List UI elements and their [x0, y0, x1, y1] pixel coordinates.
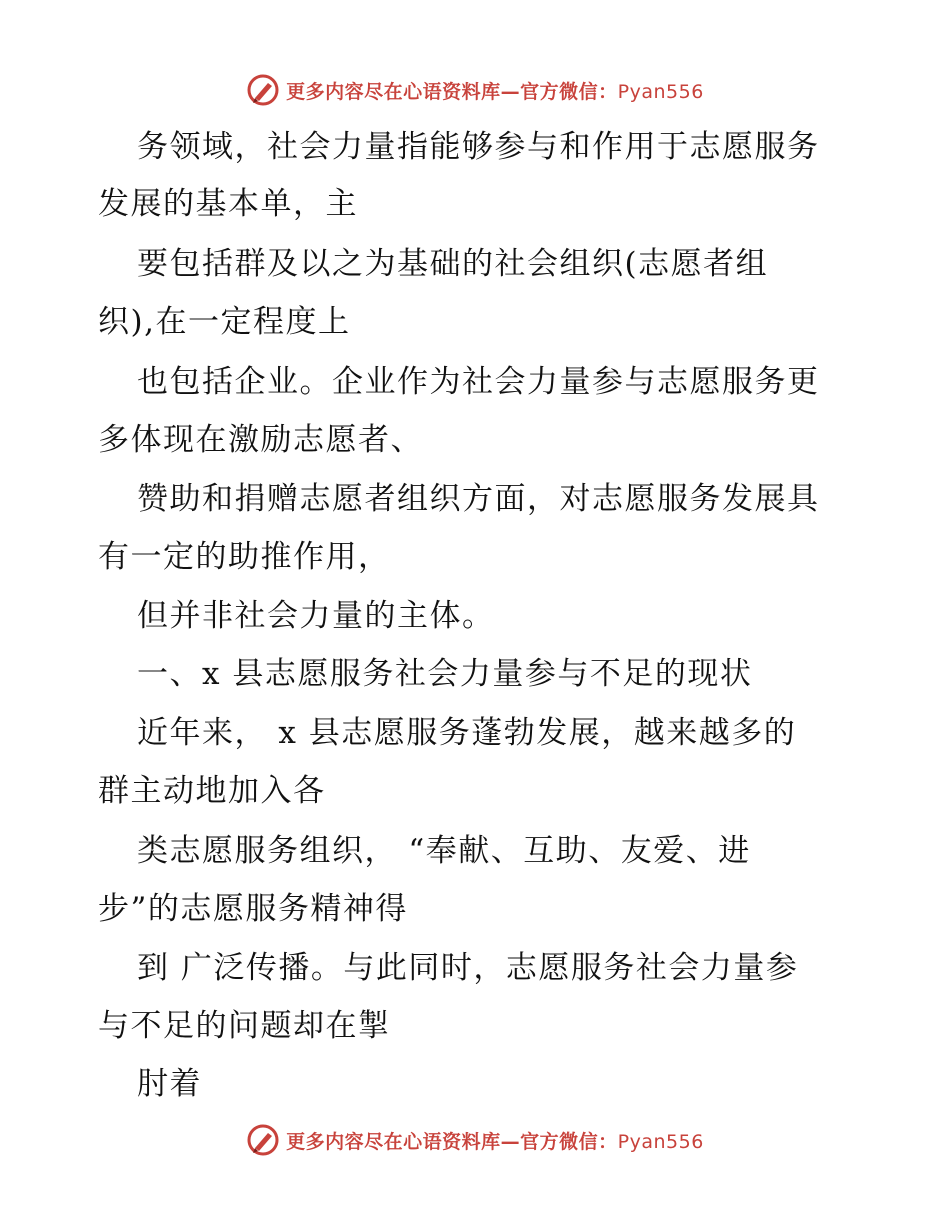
text-line: 赞助和捐赠志愿者组织方面，对志愿服务发展具 — [137, 481, 820, 517]
text-line: 与不足的问题却在掣 — [98, 1008, 391, 1044]
text-line: 发展的基本单，主 — [98, 186, 358, 222]
text-line: 织),在一定程度上 — [98, 304, 351, 340]
text-line: 要包括群及以之为基础的社会组织(志愿者组 — [137, 246, 769, 282]
section-heading: 一、x 县志愿服务社会力量参与不足的现状 — [137, 656, 753, 692]
text-line: 多体现在激励志愿者、 — [98, 422, 423, 458]
watermark-text: 更多内容尽在心语资料库—官方微信：Pyan556 — [286, 1130, 704, 1153]
text-line: 但并非社会力量的主体。 — [137, 598, 495, 634]
text-line: 群主动地加入各 — [98, 773, 326, 809]
text-line: 步”的志愿服务精神得 — [98, 891, 408, 927]
watermark-text: 更多内容尽在心语资料库—官方微信：Pyan556 — [286, 80, 704, 103]
text-line: 到 广泛传播。与此同时，志愿服务社会力量参 — [137, 950, 799, 986]
text-line: 类志愿服务组织， “奉献、互助、友爱、进 — [137, 833, 751, 869]
text-line: 也包括企业。企业作为社会力量参与志愿服务更 — [137, 364, 820, 400]
pen-logo-icon — [246, 1123, 280, 1157]
text-line: 务领域，社会力量指能够参与和作用于志愿服务 — [137, 129, 820, 165]
text-line: 近年来， x 县志愿服务蓬勃发展，越来越多的 — [137, 715, 797, 751]
watermark-banner-bottom — [0, 1120, 950, 1160]
text-line: 有一定的助推作用， — [98, 539, 391, 575]
text-line: 肘着 — [137, 1066, 202, 1102]
